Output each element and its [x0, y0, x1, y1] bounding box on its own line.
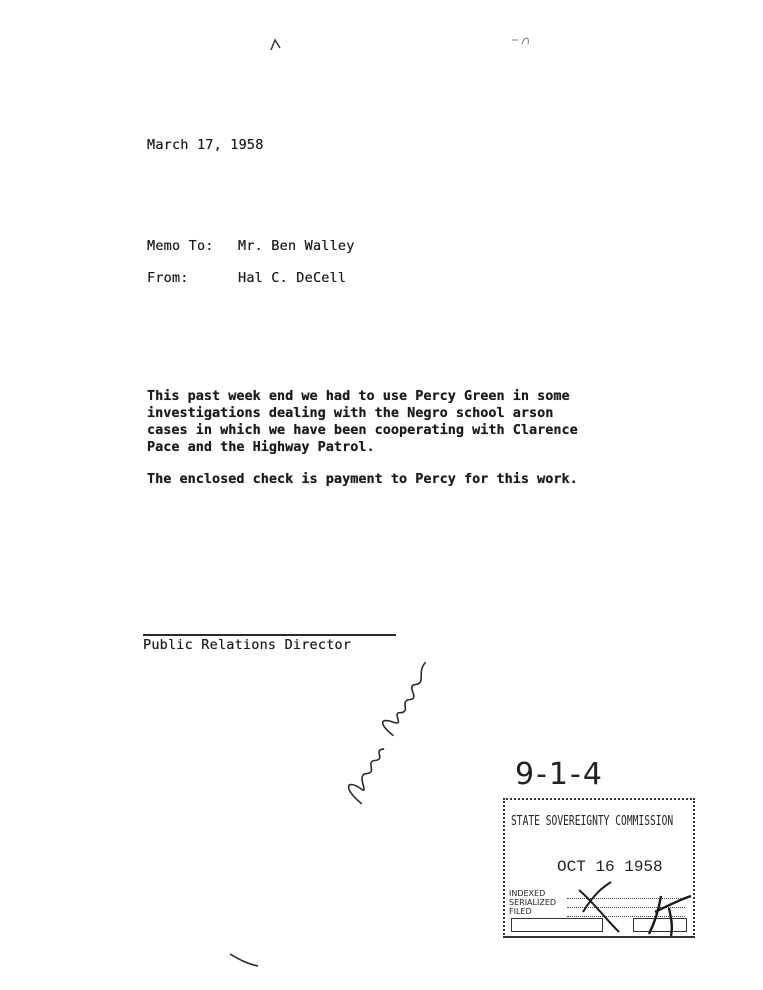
handwritten-initials-icon	[575, 878, 695, 938]
signature-line	[143, 634, 396, 636]
body-line: Pace and the Highway Patrol.	[147, 439, 375, 455]
handwritten-name-note	[300, 632, 474, 848]
signer-title: Public Relations Director	[143, 637, 352, 653]
stamp-indexed-label: INDEXED	[509, 889, 546, 898]
stamp-title: STATE SOVEREIGNTY COMMISSION	[511, 814, 674, 829]
body-line: The enclosed check is payment to Percy for this work.	[147, 471, 578, 487]
stamp-date: OCT 16 1958	[557, 858, 663, 876]
body-line: investigations dealing with the Negro school arson	[147, 405, 554, 421]
handwriting-scribble-icon	[333, 644, 448, 813]
memo-from-label: From:	[147, 270, 189, 286]
handwritten-file-number: 9-1-4	[515, 757, 604, 792]
received-stamp	[503, 798, 695, 938]
memo-to-value: Mr. Ben Walley	[238, 238, 355, 254]
stray-mark-icon	[510, 34, 532, 48]
stamp-serialized-label: SERIALIZED	[509, 898, 557, 907]
stamp-filed-label: FILED	[509, 907, 532, 916]
memo-from-value: Hal C. DeCell	[238, 270, 347, 286]
memo-date: March 17, 1958	[147, 137, 264, 153]
stray-mark-icon	[228, 950, 260, 970]
memo-to-label: Memo To:	[147, 238, 214, 254]
stray-mark-icon	[268, 38, 284, 52]
body-line: This past week end we had to use Percy Green in some	[147, 388, 570, 404]
body-line: cases in which we have been cooperating with Clarence	[147, 422, 578, 438]
